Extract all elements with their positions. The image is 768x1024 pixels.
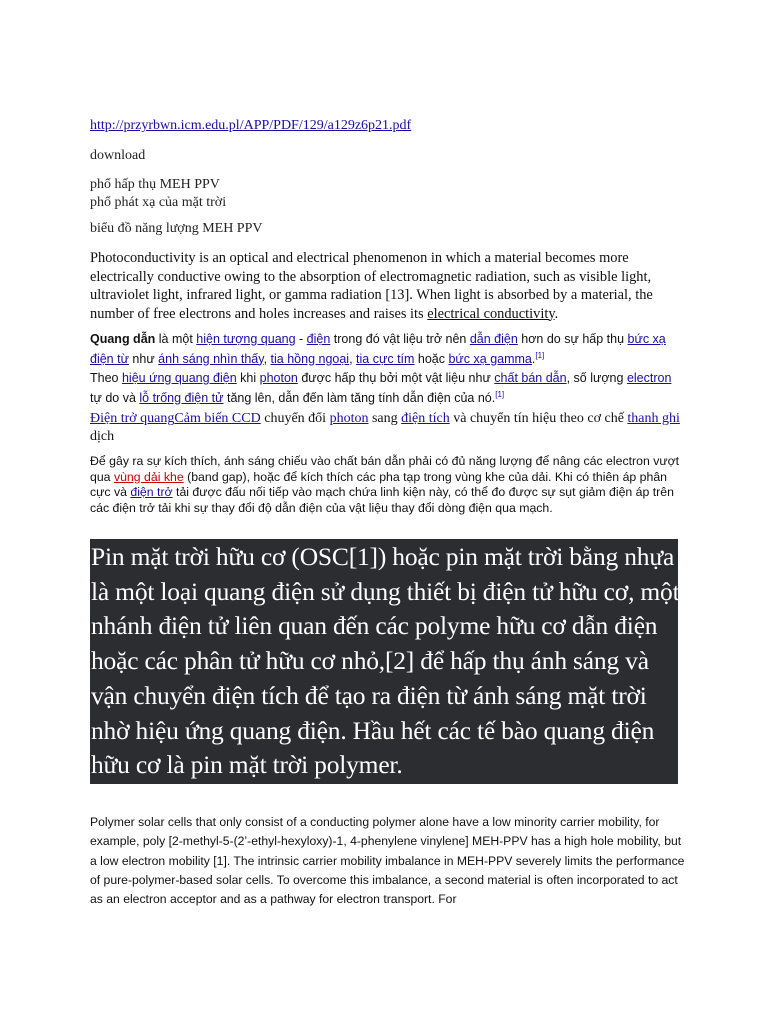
solar-emission-line: phổ phát xạ của mặt trời <box>90 195 227 210</box>
link-dan-dien[interactable]: dẫn điện <box>469 332 518 346</box>
link-tia-hong-ngoai[interactable]: tia hồng ngoại <box>270 351 350 366</box>
text-span: Để gây ra sự kích thích, ánh sáng chiếu vào chất bán dẫn phải có đủ năng lượng để nâng các electron vượt qua <box>90 454 680 484</box>
link-cam-bien-ccd[interactable]: Cảm biến CCD <box>174 411 261 426</box>
text-span: như <box>128 351 159 366</box>
text-span: tải được đấu nối tiếp vào mạch chứa linh kiện này, có thể đo được sự sụt giảm điện áp trên các điện trở tải khi sự thay đổi độ dẫn điện của vật liệu thay đổi dòng điện qua mạch. <box>90 485 674 515</box>
excitation-paragraph <box>90 454 680 516</box>
text-span: sang <box>368 411 402 426</box>
link-dien-tich[interactable]: điện tích <box>401 411 450 426</box>
pdf-url-link[interactable] <box>90 118 680 134</box>
link-chat-ban-dan[interactable]: chất bán dẫn <box>494 371 567 385</box>
text-span: và chuyển tín hiệu theo cơ chế <box>449 411 628 426</box>
paragraph-text: Photoconductivity is an optical and electrical phenomenon in which a material becomes more electrically conductive owing to the absorption of electromagnetic radiation, such as visible light, ultraviolet light, infrared light, or gamma radiation [13]. When light is absorbed by a material, the number of free electrons and holes increases and raises its <box>90 250 653 322</box>
link-photon[interactable]: photon <box>259 371 298 385</box>
photoconductivity-paragraph <box>90 249 680 323</box>
link-thanh-ghi[interactable]: thanh ghi <box>627 411 680 426</box>
link-dien[interactable]: điện <box>306 332 331 346</box>
text-span: được hấp thụ bởi một vật liệu như <box>297 371 495 385</box>
quang-dan-paragraph <box>90 331 680 367</box>
link-vung-dai-khe[interactable]: vùng dải khe <box>113 469 184 484</box>
text-span: - <box>295 332 307 346</box>
link-lo-trong-dien-tu[interactable]: lỗ trống điện tử <box>139 390 224 405</box>
text-span: . <box>531 351 536 366</box>
heading-lines <box>90 176 680 212</box>
citation-sup[interactable]: [1] <box>495 389 505 399</box>
polymer-solar-cells-paragraph: Polymer solar cells that only consist of a conducting polymer alone have a low minority carrier mobility, for example, poly [2-methyl-5-(2’-ethyl-hexyloxy)-1, 4-phenylene vinylene] MEH-PPV has a high hole mobility, but a low electron mobility [1]. The intrinsic carrier mobility imbalance in MEH-PPV severely limits the performance of pure-polymer-based solar cells. To overcome this imbalance, a second material is often incorporated to act as an electron acceptor and as a pathway for electron transport. For <box>90 815 685 907</box>
text-span: , số lượng <box>566 371 627 385</box>
text-span: hơn do sự hấp thụ <box>517 332 628 346</box>
text-span: hoặc <box>414 351 449 366</box>
text-span: , <box>263 351 271 366</box>
text-span: tự do và <box>90 390 140 405</box>
citation-sup[interactable]: [1] <box>535 350 545 360</box>
link-hieu-ung-quang-dien[interactable]: hiệu ứng quang điện <box>121 371 237 385</box>
text-span: trong đó vật liệu trở nên <box>330 332 470 346</box>
text-span: , <box>349 351 357 366</box>
link-buc-xa-dien-tu[interactable]: bức xạ điện từ <box>90 332 666 366</box>
osc-highlight-text: Pin mặt trời hữu cơ (OSC[1]) hoặc pin mặt trời bằng nhựa là một loại quang điện sử dụng thiết bị điện tử hữu cơ, một nhánh điện tử liên quan đến các polyme hữu cơ dẫn điện hoặc các phân tử hữu cơ nhỏ,[2] để hấp thụ ánh sáng và vận chuyển điện tích để tạo ra điện từ ánh sáng mặt trời nhờ hiệu ứng quang điện. Hầu hết các tế bào quang điện hữu cơ là pin mặt trời polymer. <box>91 542 680 780</box>
absorption-spectrum-line: phổ hấp thụ MEH PPV <box>90 177 220 192</box>
text-span: chuyển đổi <box>260 411 330 426</box>
link-photon-2[interactable]: photon <box>329 411 369 426</box>
link-dien-tro-quang[interactable]: Điện trở quang <box>90 411 175 426</box>
link-tia-cuc-tim[interactable]: tia cực tím <box>356 351 415 366</box>
link-anh-sang-nhin-thay[interactable]: ánh sáng nhìn thấy <box>158 351 264 366</box>
term-bold: Quang dẫn <box>90 332 156 346</box>
download-text: download <box>90 148 146 163</box>
ccd-paragraph <box>90 410 680 446</box>
text-span: tăng lên, dẫn đến làm tăng tính dẫn điện của nó. <box>223 390 496 405</box>
text-span: là một <box>155 332 197 346</box>
text-span: dịch <box>90 429 115 444</box>
paragraph-end: . <box>554 305 559 322</box>
text-span: (band gap), hoặc để kích thích các pha tạp trong vùng khe của dải. Khi có thiên áp phân cực và <box>90 469 668 499</box>
url-link-text[interactable]: http://przyrbwn.icm.edu.pl/APP/PDF/129/a129z6p21.pdf <box>90 118 412 133</box>
link-hien-tuong-quang[interactable]: hiện tượng quang <box>196 332 296 346</box>
link-electron[interactable]: electron <box>626 371 672 385</box>
text-span: Theo <box>90 371 122 385</box>
link-dien-tro[interactable]: điện trở <box>130 485 173 499</box>
link-buc-xa-gamma[interactable]: bức xạ gamma <box>448 351 532 366</box>
energy-diagram-line: biểu đồ năng lượng MEH PPV <box>90 221 263 236</box>
text-span: khi <box>236 371 260 385</box>
electrical-conductivity-link[interactable]: electrical conductivity <box>427 305 555 322</box>
photon-paragraph <box>90 370 680 406</box>
